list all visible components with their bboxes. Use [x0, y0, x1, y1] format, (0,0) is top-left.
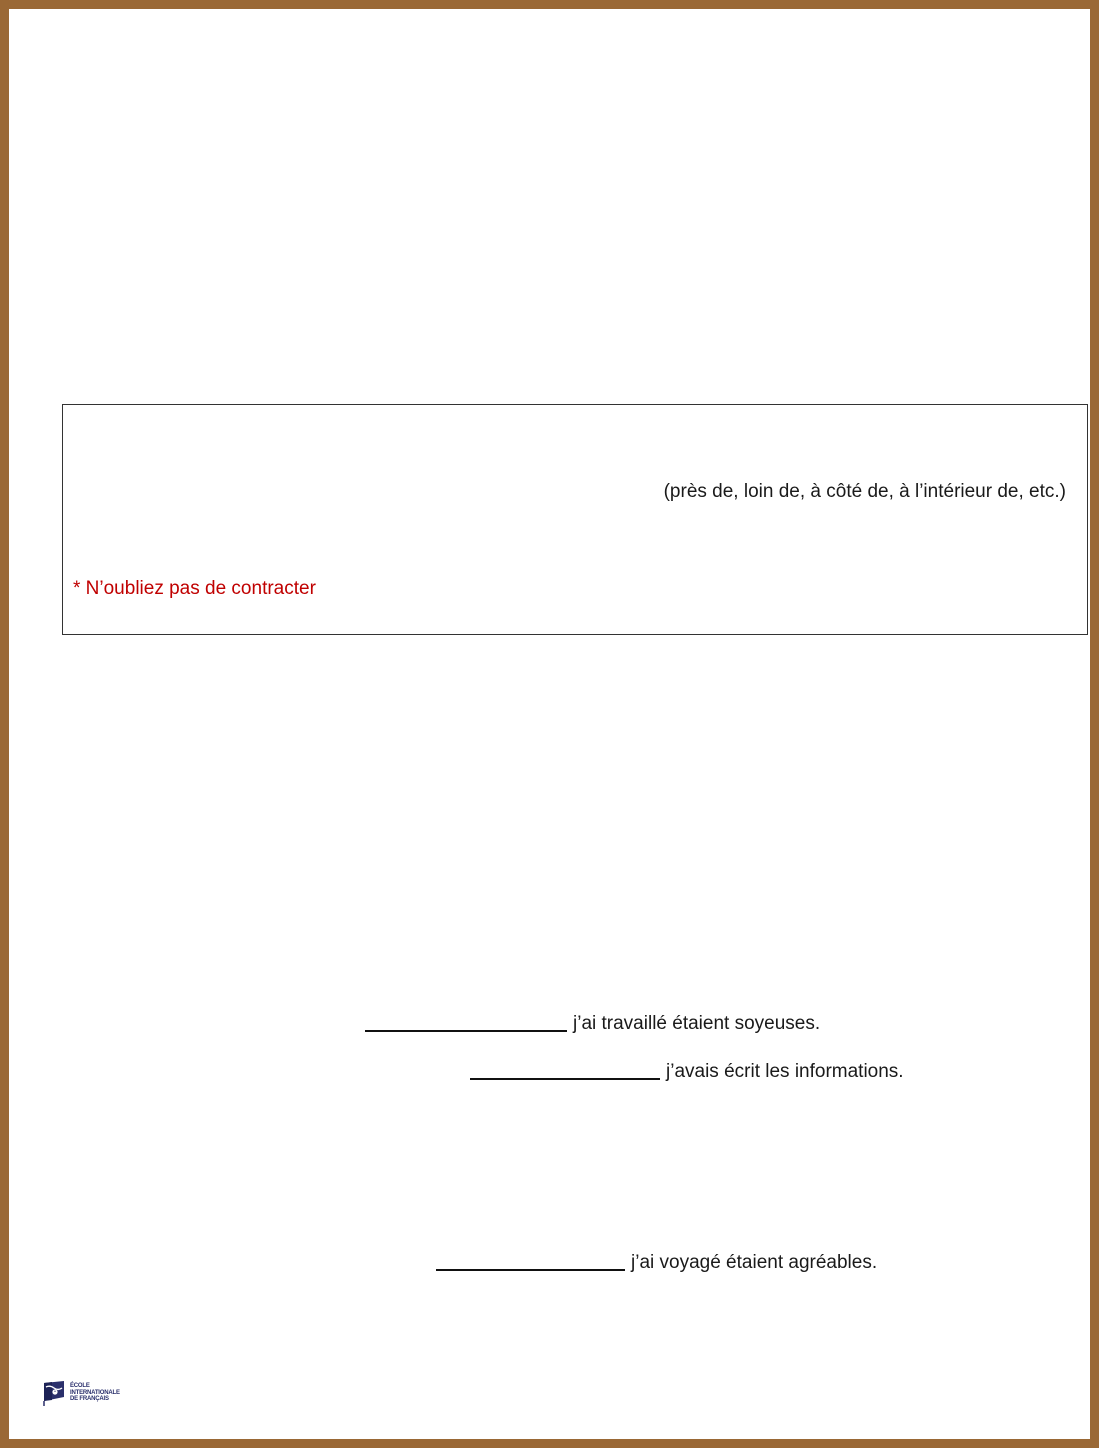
logo-line-3: DE FRANÇAIS: [70, 1396, 109, 1403]
exercise-line: [436, 1252, 877, 1274]
school-logo: [42, 1378, 126, 1408]
contract-reminder: * N’oubliez pas de contracter: [73, 578, 316, 599]
instruction-box: [62, 404, 1088, 635]
fill-in-blank[interactable]: [470, 1078, 660, 1080]
exercise-text: j’ai travaillé étaient soyeuses.: [573, 1013, 821, 1034]
school-flag-emblem-icon: [42, 1379, 68, 1407]
logo-line-2: INTERNATIONALE: [70, 1389, 120, 1396]
logo-line-1: ÉCOLE: [70, 1383, 90, 1390]
fill-in-blank[interactable]: [365, 1030, 567, 1032]
exercise-line: [365, 1013, 820, 1035]
fill-in-blank[interactable]: [436, 1269, 625, 1271]
exercise-line: [470, 1061, 904, 1083]
prepositions-examples: (près de, loin de, à côté de, à l’intérieur de, etc.): [663, 481, 1066, 502]
exercise-text: j’avais écrit les informations.: [666, 1061, 904, 1082]
exercise-text: j’ai voyagé étaient agréables.: [631, 1252, 878, 1273]
